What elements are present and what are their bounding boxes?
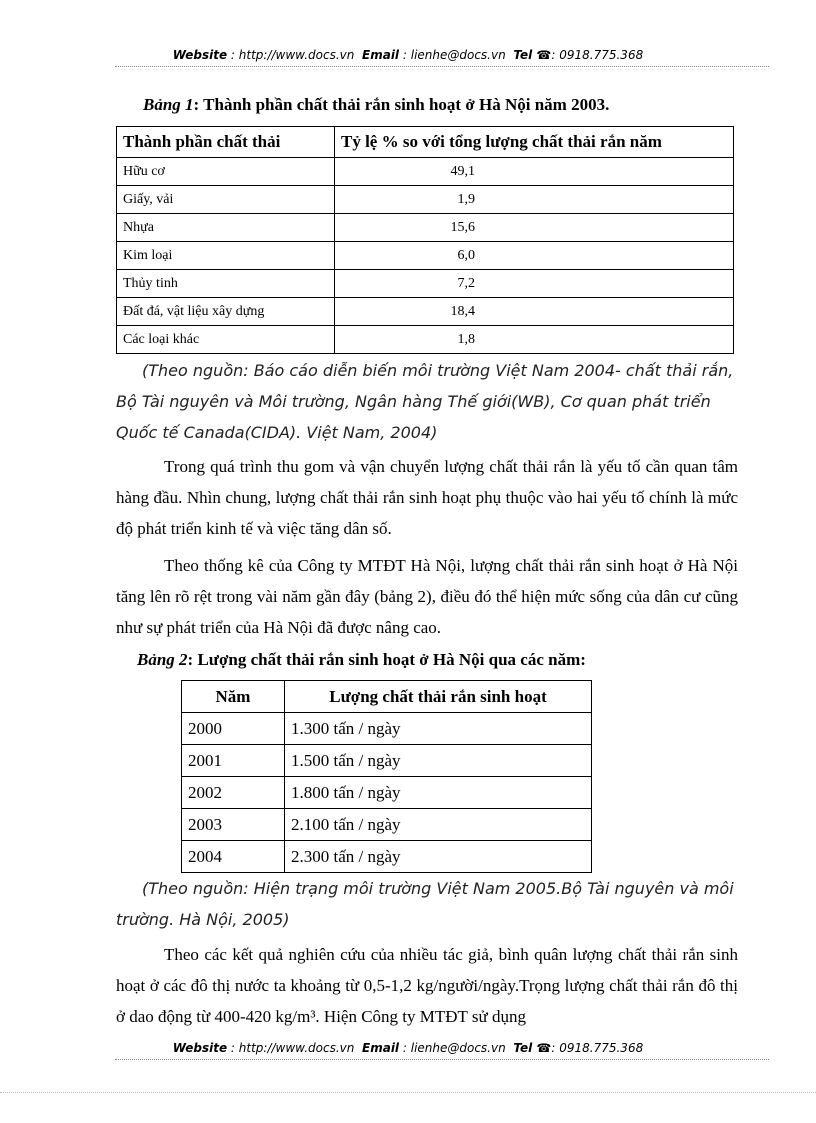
table-row: [182, 713, 592, 745]
table1-header-percent: Tỷ lệ % so với tổng lượng chất thải rắn năm: [335, 127, 734, 158]
table2-cell-amount: 1.500 tấn / ngày: [285, 745, 592, 777]
website-link[interactable]: : http://www.docs.vn: [230, 1041, 355, 1055]
table2-cell-amount: 1.300 tấn / ngày: [285, 713, 592, 745]
table1-cell-component: Đất đá, vật liệu xây dựng: [117, 298, 335, 326]
table1-header-row: [117, 127, 734, 158]
table2-header-amount: Lượng chất thải rắn sinh hoạt: [285, 681, 592, 713]
page-break-line: [0, 1092, 816, 1093]
table-row: [182, 841, 592, 873]
table2-header-row: [182, 681, 592, 713]
table2-cell-amount: 2.100 tấn / ngày: [285, 809, 592, 841]
website-link[interactable]: : http://www.docs.vn: [230, 48, 355, 62]
header-divider: [115, 66, 769, 67]
page-footer: [0, 1041, 816, 1055]
table1-cell-percent: 1,8: [457, 331, 475, 347]
table-row: [182, 745, 592, 777]
tel-label: Tel ☎: [513, 48, 552, 62]
email-link[interactable]: : lienhe@docs.vn: [402, 48, 506, 62]
table2-caption-label: Bảng 2: [137, 650, 188, 669]
table1-cell-component: Các loại khác: [117, 326, 335, 354]
table2-cell-amount: 1.800 tấn / ngày: [285, 777, 592, 809]
table2-caption-text: : Lượng chất thải rắn sinh hoạt ở Hà Nội qua các năm:: [187, 650, 586, 669]
table-row: [117, 186, 734, 214]
email-label: Email: [362, 1041, 400, 1055]
table2-cell-year: 2001: [182, 745, 285, 777]
table-row: [117, 158, 734, 186]
table1-caption-label: Bảng 1: [143, 95, 194, 114]
paragraph-2: Theo thống kê của Công ty MTĐT Hà Nội, lượng chất thải rắn sinh hoạt ở Hà Nội tăng lên rõ rệt trong vài năm gần đây (bảng 2), điều đó thể hiện mức sống của dân cư cũng như sự phát triển của Hà Nội đã được nâng cao.: [116, 556, 738, 637]
table1-cell-percent: 49,1: [450, 163, 475, 179]
table-row: [117, 214, 734, 242]
table1-caption-text: : Thành phần chất thải rắn sinh hoạt ở Hà Nội năm 2003.: [193, 95, 610, 114]
tel-label: Tel ☎: [513, 1041, 552, 1055]
table-row: [182, 777, 592, 809]
table2-cell-year: 2003: [182, 809, 285, 841]
table1-caption: [143, 95, 609, 115]
table1-cell-component: Giấy, vải: [117, 186, 335, 214]
table2-cell-amount: 2.300 tấn / ngày: [285, 841, 592, 873]
table2: [181, 680, 592, 873]
table2-cell-year: 2000: [182, 713, 285, 745]
table2-source: (Theo nguồn: Hiện trạng môi trường Việt Nam 2005.Bộ Tài nguyên và môi trường. Hà Nội, 2005): [116, 879, 734, 929]
table1-cell-component: Thủy tinh: [117, 270, 335, 298]
tel-value: : 0918.775.368: [551, 1041, 644, 1055]
table2-header-year: Năm: [182, 681, 285, 713]
table1-cell-component: Nhựa: [117, 214, 335, 242]
table2-caption: [137, 650, 586, 670]
website-label: Website: [172, 48, 228, 62]
table-row: [117, 270, 734, 298]
table-row: [117, 326, 734, 354]
paragraph-1: Trong quá trình thu gom và vận chuyển lượng chất thải rắn là yếu tố cần quan tâm hàng đầu. Nhìn chung, lượng chất thải rắn sinh hoạt phụ thuộc vào hai yếu tố chính là mức độ phát triển kinh tế và việc tăng dân số.: [116, 457, 738, 538]
paragraph-3: Theo các kết quả nghiên cứu của nhiều tác giả, bình quân lượng chất thải rắn sinh hoạt ở các đô thị nước ta khoảng từ 0,5-1,2 kg/người/ngày.Trọng lượng chất thải rắn đô thị ở dao động từ 400-420 kg/m³. Hiện Công ty MTĐT sử dụng: [116, 945, 738, 1026]
table1-cell-percent: 15,6: [450, 219, 475, 235]
table1-header-component: Thành phần chất thải: [117, 127, 335, 158]
email-label: Email: [362, 48, 400, 62]
tel-value: : 0918.775.368: [551, 48, 644, 62]
email-link[interactable]: : lienhe@docs.vn: [402, 1041, 506, 1055]
table-row: [182, 809, 592, 841]
footer-divider: [115, 1059, 769, 1060]
table1-cell-percent: 7,2: [457, 275, 475, 291]
table2-cell-year: 2004: [182, 841, 285, 873]
table2-cell-year: 2002: [182, 777, 285, 809]
table-row: [117, 242, 734, 270]
table1: [116, 126, 734, 354]
table1-source: (Theo nguồn: Báo cáo diễn biến môi trường Việt Nam 2004- chất thải rắn, Bộ Tài nguyên và Môi trường, Ngân hàng Thế giới(WB), Cơ quan phát triển Quốc tế Canada(CIDA). Việt Nam, 2004): [116, 361, 734, 442]
table1-cell-component: Hữu cơ: [117, 158, 335, 186]
table1-cell-component: Kim loại: [117, 242, 335, 270]
table-row: [117, 298, 734, 326]
table1-cell-percent: 1,9: [457, 191, 475, 207]
website-label: Website: [172, 1041, 228, 1055]
table1-cell-percent: 6,0: [457, 247, 475, 263]
table1-cell-percent: 18,4: [450, 303, 475, 319]
page-header: [0, 48, 816, 62]
